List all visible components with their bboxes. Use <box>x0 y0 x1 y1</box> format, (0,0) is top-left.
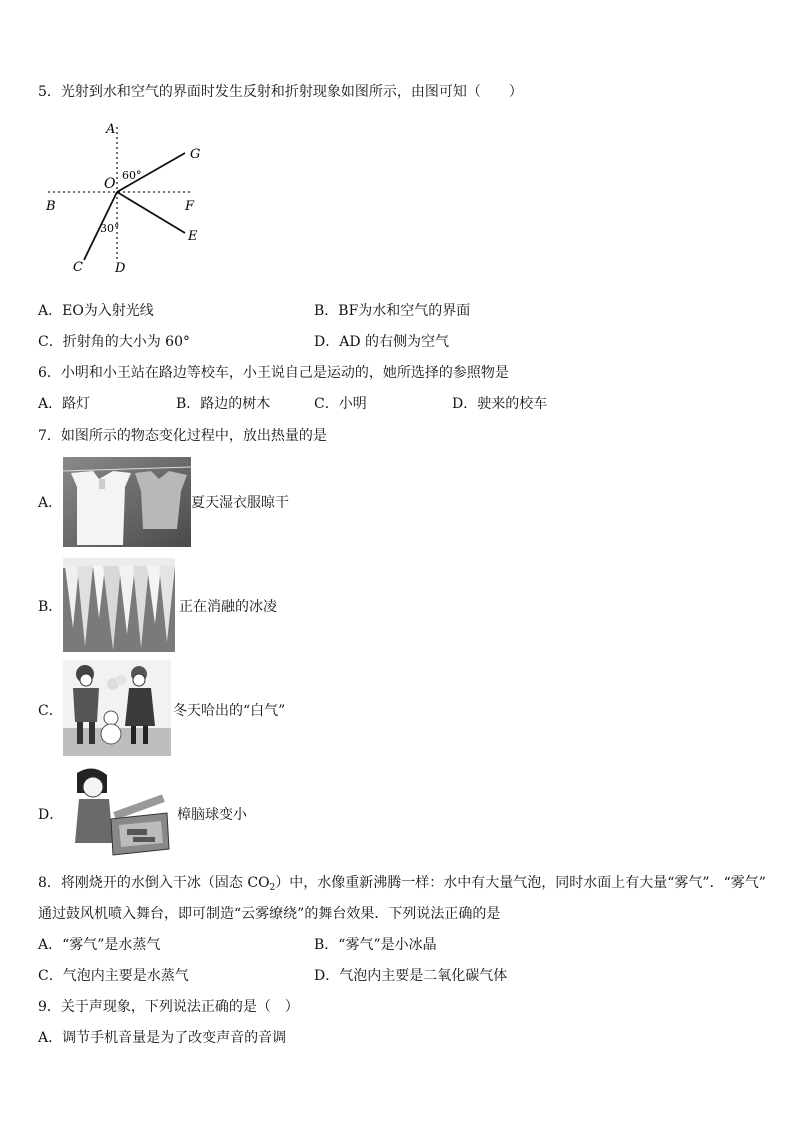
label-B: B <box>46 199 56 214</box>
question-7-stem: 7．如图所示的物态变化过程中，放出热量的是 <box>38 428 327 444</box>
q5-option-d: D．AD 的右侧为空气 <box>314 334 450 350</box>
q7-option-c-caption: 冬天哈出的“白气” <box>173 703 286 719</box>
wet-clothes-drying-image <box>63 457 191 547</box>
q8-option-c: C．气泡内主要是水蒸气 <box>38 968 189 984</box>
label-A: A <box>106 122 116 137</box>
label-E: E <box>188 229 198 244</box>
q7-option-a-caption: 夏天湿衣服晾干 <box>191 495 289 511</box>
label-C: C <box>73 260 83 275</box>
q8-stem-part1: 8．将刚烧开的水倒入干冰（固态 CO <box>38 875 270 891</box>
q7-option-c-label: C． <box>38 703 63 719</box>
q7-option-d-label: D． <box>38 807 64 823</box>
question-9-stem: 9．关于声现象，下列说法正确的是（ ） <box>38 999 299 1015</box>
q8-option-b: B．“雾气”是小冰晶 <box>314 937 437 953</box>
question-5-stem: 5．光射到水和空气的界面时发生反射和折射现象如图所示，由图可知（ ） <box>38 84 523 100</box>
q8-stem-part2: ）中，水像重新沸腾一样：水中有大量气泡，同时水面上有大量“雾气”．“雾气” <box>275 875 766 891</box>
q5-option-b: B．BF为水和空气的界面 <box>314 303 471 319</box>
melting-icicles-image <box>63 558 175 652</box>
reflection-refraction-diagram <box>40 115 220 280</box>
q6-option-c: C．小明 <box>314 396 367 412</box>
question-6-stem: 6．小明和小王站在路边等校车，小王说自己是运动的，她所选择的参照物是 <box>38 365 509 381</box>
label-G: G <box>190 147 201 162</box>
q7-option-a-label: A． <box>38 495 63 511</box>
q8-option-d: D．气泡内主要是二氧化碳气体 <box>314 968 508 984</box>
q7-option-b-caption: 正在消融的冰凌 <box>179 599 277 615</box>
q8-option-a: A．“雾气”是水蒸气 <box>38 937 161 953</box>
angle-30-label: 30° <box>100 222 120 235</box>
q7-option-b-label: B． <box>38 599 63 615</box>
mothballs-shrinking-image <box>63 763 171 859</box>
label-D: D <box>115 261 126 276</box>
q6-option-d: D．驶来的校车 <box>452 396 548 412</box>
label-O: O <box>104 176 116 192</box>
q6-option-b: B．路边的树木 <box>176 396 271 412</box>
co2-subscript: 2 <box>269 883 276 893</box>
q9-option-a: A．调节手机音量是为了改变声音的音调 <box>38 1030 287 1046</box>
angle-60-label: 60° <box>122 169 142 182</box>
q7-option-d-caption: 樟脑球变小 <box>177 807 247 823</box>
question-8-stem-line2: 通过鼓风机喷入舞台，即可制造“云雾缭绕”的舞台效果．下列说法正确的是 <box>38 906 501 922</box>
label-F: F <box>185 199 195 214</box>
q5-option-a: A．EO为入射光线 <box>38 303 154 319</box>
question-8-stem-line1 <box>38 874 766 897</box>
q5-option-c: C．折射角的大小为 60° <box>38 334 190 350</box>
q6-option-a: A．路灯 <box>38 396 91 412</box>
winter-breath-image <box>63 660 171 756</box>
